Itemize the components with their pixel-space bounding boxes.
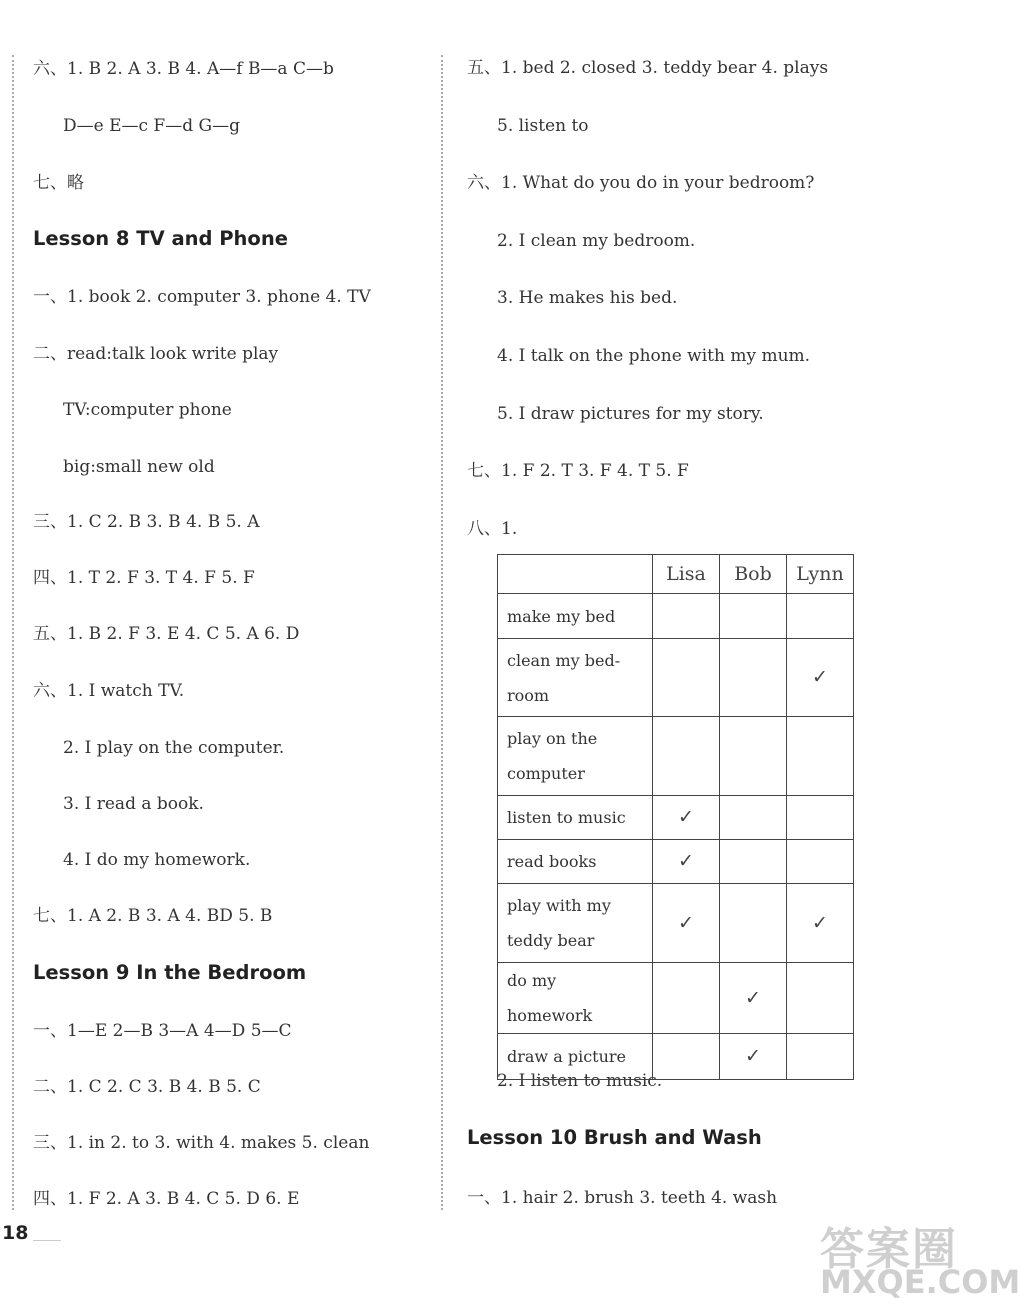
activity-cell: draw a picture — [498, 1034, 653, 1080]
check-cell — [720, 717, 787, 796]
check-cell — [653, 594, 720, 639]
left-margin-dots — [12, 55, 14, 1210]
check-cell: ✓ — [787, 639, 854, 717]
activity-cell: read books — [498, 840, 653, 884]
table-row — [498, 717, 854, 796]
answer-line: 3. He makes his bed. — [497, 288, 678, 308]
check-cell — [653, 639, 720, 717]
page-number-rule — [33, 1240, 61, 1241]
answer-line: 八、1. — [467, 519, 518, 539]
answer-line: 2. I listen to music. — [497, 1071, 663, 1091]
answer-line: TV:computer phone — [63, 400, 232, 420]
answer-line: 六、1. What do you do in your bedroom? — [467, 173, 815, 193]
table-row — [498, 963, 854, 1034]
answer-line: 2. I clean my bedroom. — [497, 231, 696, 251]
activity-cell: make my bed — [498, 594, 653, 639]
activity-cell: do my homework — [498, 963, 653, 1034]
table-header-blank — [498, 555, 653, 594]
answer-line: 五、1. B 2. F 3. E 4. C 5. A 6. D — [33, 624, 300, 644]
activity-cell: play with my teddy bear — [498, 884, 653, 963]
answer-line: 4. I talk on the phone with my mum. — [497, 346, 811, 366]
column-divider — [441, 55, 443, 1210]
answer-line: 六、1. B 2. A 3. B 4. A—f B—a C—b — [33, 59, 334, 79]
check-cell: ✓ — [653, 796, 720, 840]
lesson-10-heading: Lesson 10 Brush and Wash — [467, 1126, 762, 1149]
table-row — [498, 840, 854, 884]
check-cell: ✓ — [653, 840, 720, 884]
check-cell — [653, 717, 720, 796]
answer-line: 六、1. I watch TV. — [33, 681, 185, 701]
check-cell — [787, 796, 854, 840]
answer-line: 四、1. F 2. A 3. B 4. C 5. D 6. E — [33, 1189, 300, 1209]
table-row — [498, 639, 854, 717]
table-header-cell: Lisa — [653, 555, 720, 594]
answer-line: 七、1. A 2. B 3. A 4. BD 5. B — [33, 906, 273, 926]
check-cell — [787, 717, 854, 796]
activity-cell: listen to music — [498, 796, 653, 840]
table-header-row — [498, 555, 854, 594]
check-cell — [787, 963, 854, 1034]
check-cell: ✓ — [720, 963, 787, 1034]
check-cell — [787, 1034, 854, 1080]
lesson-8-heading: Lesson 8 TV and Phone — [33, 227, 288, 250]
answer-line: D—e E—c F—d G—g — [63, 116, 240, 136]
answer-line: 4. I do my homework. — [63, 850, 251, 870]
table-row — [498, 1034, 854, 1080]
check-cell — [720, 840, 787, 884]
lesson-9-heading: Lesson 9 In the Bedroom — [33, 961, 307, 984]
table-header-cell: Bob — [720, 555, 787, 594]
table-row — [498, 884, 854, 963]
check-cell — [720, 884, 787, 963]
check-cell — [720, 796, 787, 840]
answer-line: 一、1—E 2—B 3—A 4—D 5—C — [33, 1021, 292, 1041]
answer-line: 3. I read a book. — [63, 794, 204, 814]
answer-line: 5. I draw pictures for my story. — [497, 404, 764, 424]
check-cell: ✓ — [720, 1034, 787, 1080]
answer-line: 二、read:talk look write play — [33, 344, 279, 364]
answer-line: big:small new old — [63, 457, 215, 477]
check-cell: ✓ — [787, 884, 854, 963]
activity-cell: play on the computer — [498, 717, 653, 796]
answer-line: 一、1. hair 2. brush 3. teeth 4. wash — [467, 1188, 778, 1208]
answer-line: 四、1. T 2. F 3. T 4. F 5. F — [33, 568, 255, 588]
watermark-bottom-text: MXQE.COM — [820, 1263, 1020, 1301]
answer-line: 七、1. F 2. T 3. F 4. T 5. F — [467, 461, 689, 481]
check-cell — [653, 1034, 720, 1080]
answer-line: 五、1. bed 2. closed 3. teddy bear 4. plays — [467, 58, 829, 78]
answer-line: 三、1. C 2. B 3. B 4. B 5. A — [33, 512, 260, 532]
answer-line: 二、1. C 2. C 3. B 4. B 5. C — [33, 1077, 261, 1097]
answer-line: 5. listen to — [497, 116, 589, 136]
answer-line: 三、1. in 2. to 3. with 4. makes 5. clean — [33, 1133, 370, 1153]
watermark-top-text: 答案圈 — [820, 1224, 958, 1275]
table-row — [498, 594, 854, 639]
check-cell — [720, 594, 787, 639]
check-cell — [653, 963, 720, 1034]
activity-cell: clean my bed-room — [498, 639, 653, 717]
answer-line: 七、略 — [33, 173, 84, 193]
check-cell — [720, 639, 787, 717]
check-cell: ✓ — [653, 884, 720, 963]
answer-line: 2. I play on the computer. — [63, 738, 285, 758]
watermark-logo — [820, 1213, 1020, 1303]
check-cell — [787, 594, 854, 639]
activity-table — [497, 554, 854, 1080]
table-header-cell: Lynn — [787, 555, 854, 594]
table-row — [498, 796, 854, 840]
check-cell — [787, 840, 854, 884]
answer-line: 一、1. book 2. computer 3. phone 4. TV — [33, 287, 371, 307]
page-number: 18 — [2, 1222, 29, 1244]
